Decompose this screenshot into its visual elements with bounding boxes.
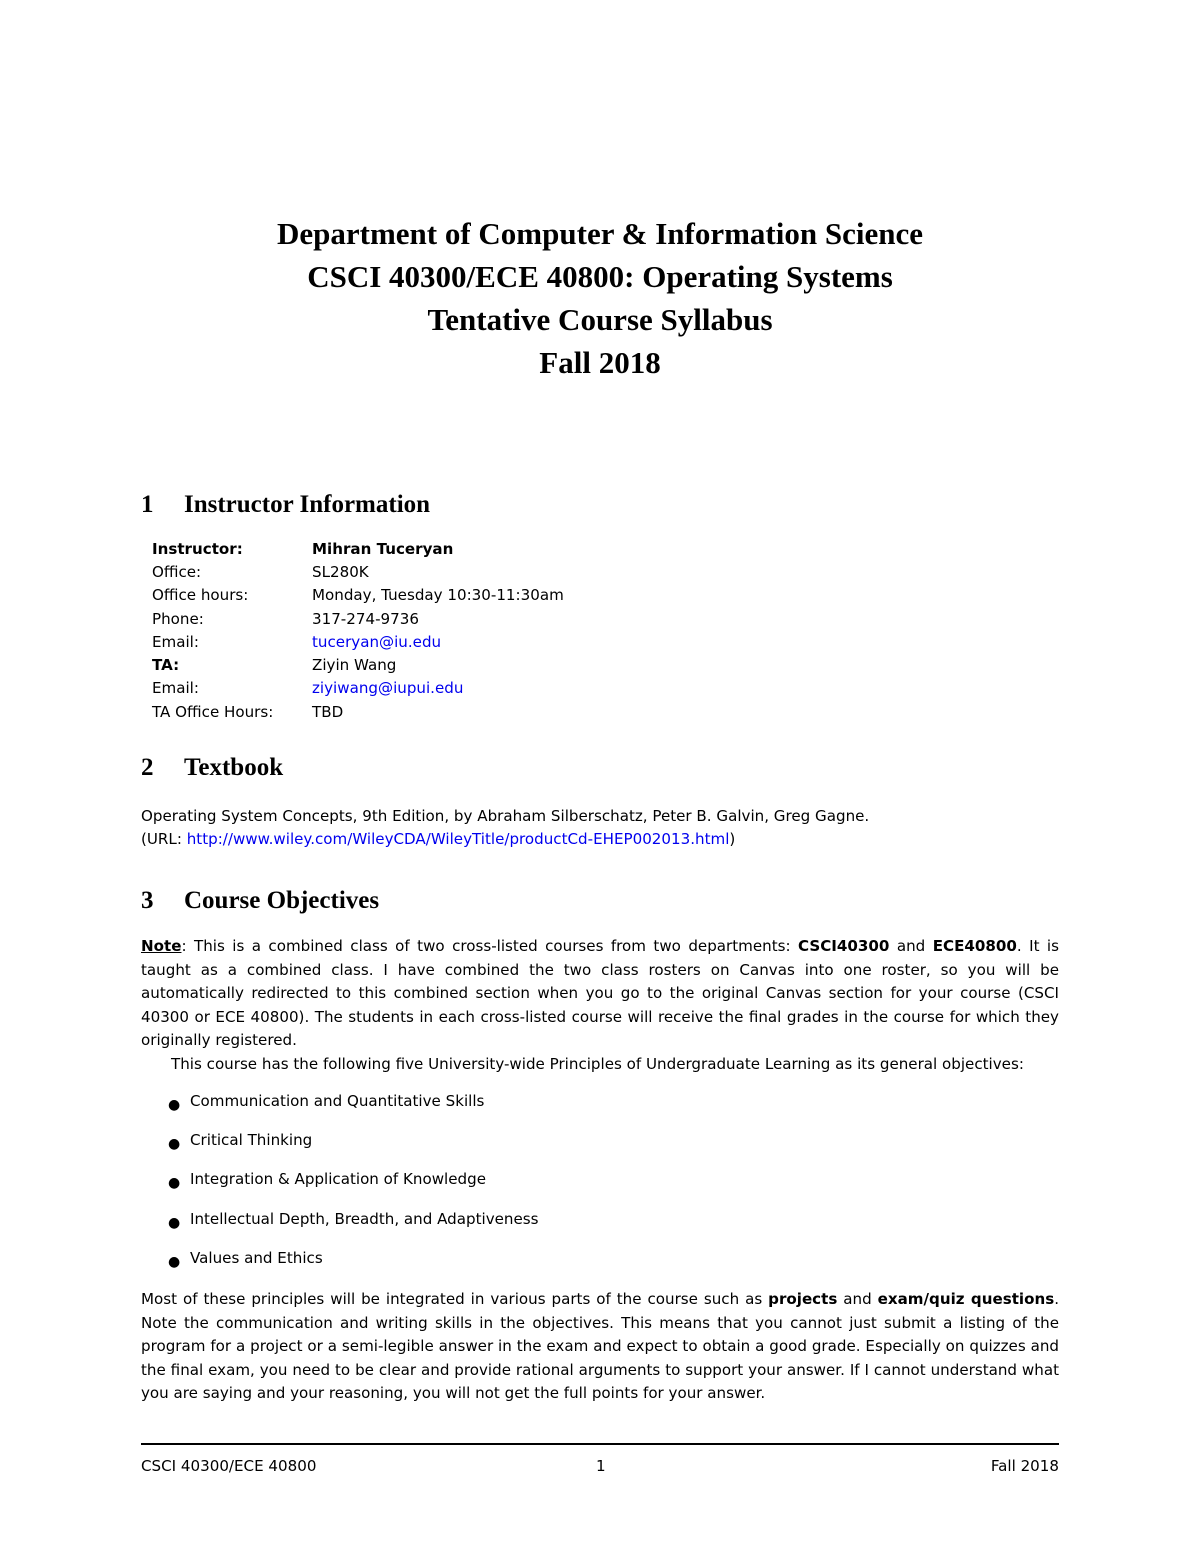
document-title	[0, 212, 1200, 384]
textbook-url-link[interactable]: http://www.wiley.com/WileyCDA/WileyTitle/productCd-EHEP002013.html	[186, 830, 730, 848]
table-row	[152, 677, 564, 700]
footer-term: Fall 2018	[990, 1457, 1059, 1475]
info-label: Office:	[152, 562, 202, 581]
url-suffix: )	[729, 830, 736, 848]
principle-text: Values and Ethics	[190, 1248, 323, 1267]
info-label: Phone:	[152, 609, 204, 628]
table-row	[152, 653, 564, 676]
table-row	[152, 560, 564, 583]
objectives-intro: This course has the following five University-wide Principles of Undergraduate Learning as its general objectives:	[171, 1055, 1024, 1073]
office-hours-value: Monday, Tuesday 10:30-11:30am	[312, 586, 564, 605]
url-prefix: (URL:	[141, 830, 187, 848]
department-title: Department of Computer & Information Science	[276, 216, 923, 251]
bullet-icon: ●	[168, 1253, 181, 1270]
textbook-citation-block	[141, 805, 869, 851]
section-heading-instructor	[141, 490, 430, 520]
table-row	[152, 584, 564, 607]
note-label: Note	[141, 937, 182, 955]
list-item	[160, 1247, 539, 1286]
section-heading-objectives	[141, 886, 379, 916]
cross-listed-note	[141, 935, 1059, 1053]
term-title: Fall 2018	[539, 345, 661, 380]
principle-text: Integration & Application of Knowledge	[190, 1170, 486, 1189]
office-value: SL280K	[312, 562, 369, 581]
principle-text: Intellectual Depth, Breadth, and Adaptiveness	[190, 1209, 539, 1228]
section-title: Instructor Information	[184, 491, 431, 518]
bullet-icon: ●	[168, 1175, 181, 1192]
list-item	[160, 1168, 539, 1207]
info-label: TA:	[152, 656, 180, 675]
info-label: Email:	[152, 679, 199, 698]
bullet-icon: ●	[168, 1214, 181, 1231]
closing-emphasis-exams: exam/quiz questions	[877, 1290, 1055, 1308]
section-number: 2	[141, 754, 154, 781]
bullet-icon: ●	[168, 1097, 181, 1113]
footer-divider	[141, 1443, 1059, 1445]
info-label: Office hours:	[152, 586, 249, 605]
closing-text-continued: . Note the communication and writing skills in the objectives. This means that you cannot just submit a listing of the program for a project or a semi-legible answer in the exam and expect to obtain a good grade. Especially on quizzes and the final exam, you need to be clear and provide rational arguments to support your answer. If I cannot understand what you are saying and your reasoning, you will not get the full points for your answer.	[141, 1290, 1059, 1402]
ta-email-link[interactable]: ziyiwang@iupui.edu	[312, 679, 464, 698]
principle-text: Communication and Quantitative Skills	[190, 1092, 485, 1110]
principle-text: Critical Thinking	[190, 1131, 313, 1150]
section-title: Textbook	[184, 754, 284, 781]
textbook-url-line	[141, 828, 869, 851]
instructor-name: Mihran Tuceryan	[312, 539, 454, 558]
ta-office-hours-value: TBD	[312, 702, 344, 721]
ta-name: Ziyin Wang	[312, 656, 397, 675]
instructor-email-link[interactable]: tuceryan@iu.edu	[312, 632, 442, 651]
section-title: Course Objectives	[184, 887, 380, 914]
info-label: TA Office Hours:	[152, 702, 274, 721]
note-colon: :	[181, 937, 187, 955]
section-number: 3	[141, 887, 154, 914]
syllabus-title: Tentative Course Syllabus	[427, 302, 773, 337]
note-text-continued: . It is taught as a combined class. I have combined the two class rosters on Canvas into one roster, so you will be automatically redirected to this combined section when you go to the original Canvas section for your course (CSCI 40300 or ECE 40800). The students in each cross-listed course will receive the final grades in the course for which they originally registered.	[141, 937, 1059, 1049]
list-item	[160, 1090, 539, 1129]
course-title: CSCI 40300/ECE 40800: Operating Systems	[307, 259, 893, 294]
note-and: and	[889, 937, 933, 955]
footer-page-number: 1	[596, 1457, 606, 1475]
section-heading-textbook	[141, 753, 283, 783]
table-row	[152, 537, 564, 560]
instructor-info-table	[152, 537, 564, 723]
table-row	[152, 630, 564, 653]
table-row	[152, 700, 564, 723]
note-text: This is a combined class of two cross-listed courses from two departments:	[186, 937, 798, 955]
textbook-citation: Operating System Concepts, 9th Edition, by Abraham Silberschatz, Peter B. Galvin, Greg Gagne.	[141, 807, 870, 825]
closing-emphasis-projects: projects	[768, 1290, 838, 1308]
closing-and: and	[837, 1290, 878, 1308]
phone-value: 317-274-9736	[312, 609, 419, 628]
table-row	[152, 607, 564, 630]
closing-text: Most of these principles will be integrated in various parts of the course such as	[141, 1290, 769, 1308]
list-item	[160, 1208, 539, 1247]
section-number: 1	[141, 491, 154, 518]
principles-list	[160, 1090, 539, 1286]
bullet-icon: ●	[168, 1136, 181, 1153]
course-code-csci: CSCI40300	[798, 937, 890, 955]
footer-course: CSCI 40300/ECE 40800	[141, 1457, 317, 1475]
info-label: Email:	[152, 632, 199, 651]
list-item	[160, 1129, 539, 1168]
course-code-ece: ECE40800	[932, 937, 1017, 955]
info-label: Instructor:	[152, 539, 243, 558]
objectives-closing	[141, 1288, 1059, 1406]
